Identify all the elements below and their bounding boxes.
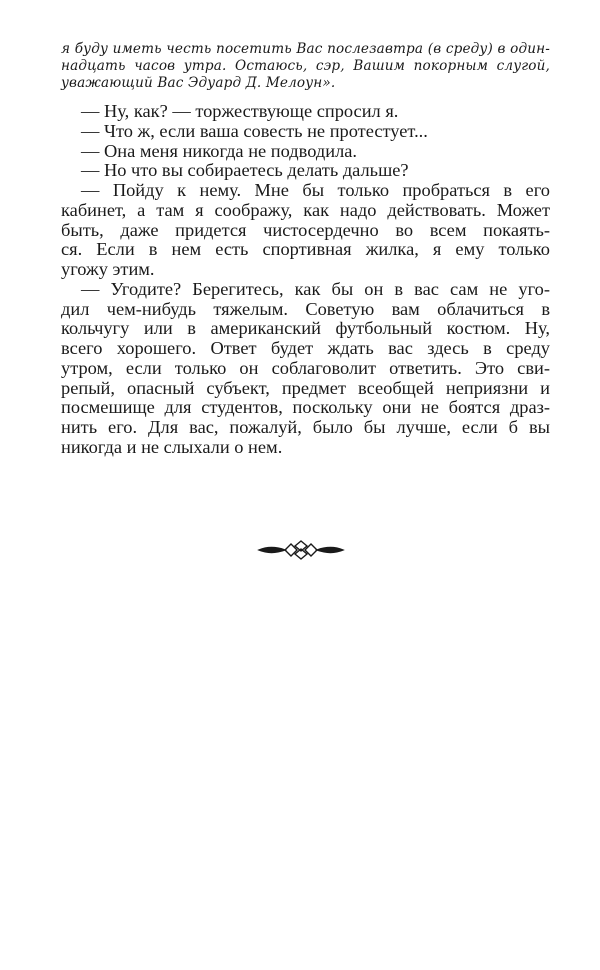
text-line: дил чем-нибудь тяжелым. Советую вам облачиться в (61, 298, 550, 319)
fleuron-divider-icon (257, 538, 345, 562)
text-line: нить его. Для вас, пожалуй, было бы лучше, если б вы (61, 417, 550, 437)
text-line: — Ну, как? — торжествующе спросил я. (81, 101, 399, 121)
letter-line: уважающий Вас Эдуард Д. Мелоун». (61, 75, 336, 91)
text-line: ся. Если в нем есть спортивная жилка, я ему только (61, 239, 550, 260)
text-line: никогда и не слыхали о нем. (61, 436, 283, 457)
book-page (61, 41, 550, 458)
text-line: репый, опасный субъект, предмет всеобщей неприязни и (61, 377, 550, 398)
text-line: — Пойду к нему. Мне бы только пробраться в его (81, 180, 550, 200)
text-line: — Угодите? Берегитесь, как бы он в вас сам не уго- (81, 278, 550, 299)
text-line: кольчугу или в американский футбольный костюм. Ну, (61, 318, 550, 339)
dialogue-text (61, 102, 550, 458)
text-line: всего хорошего. Ответ будет ждать вас здесь в среду (61, 338, 550, 358)
letter-line: я буду иметь честь посетить Вас послезавтра (в среду) в один- (61, 41, 550, 57)
text-line: утром, если только он соблаговолит ответить. Это сви- (61, 357, 550, 378)
text-line: — Она меня никогда не подводила. (81, 140, 358, 161)
text-line: посмешище для студентов, поскольку они не боятся драз- (61, 397, 550, 418)
text-line: — Что ж, если ваша совесть не протестует... (81, 120, 428, 141)
text-line: кабинет, а там я соображу, как надо действовать. Может (61, 199, 550, 220)
letter-line: надцать часов утра. Остаюсь, сэр, Вашим покорным слугой, (61, 58, 550, 74)
letter-excerpt (61, 41, 550, 92)
text-line: быть, даже придется чистосердечно во всем покаять- (61, 219, 550, 240)
text-line: — Но что вы собираетесь делать дальше? (81, 160, 409, 181)
text-line: угожу этим. (61, 259, 155, 279)
